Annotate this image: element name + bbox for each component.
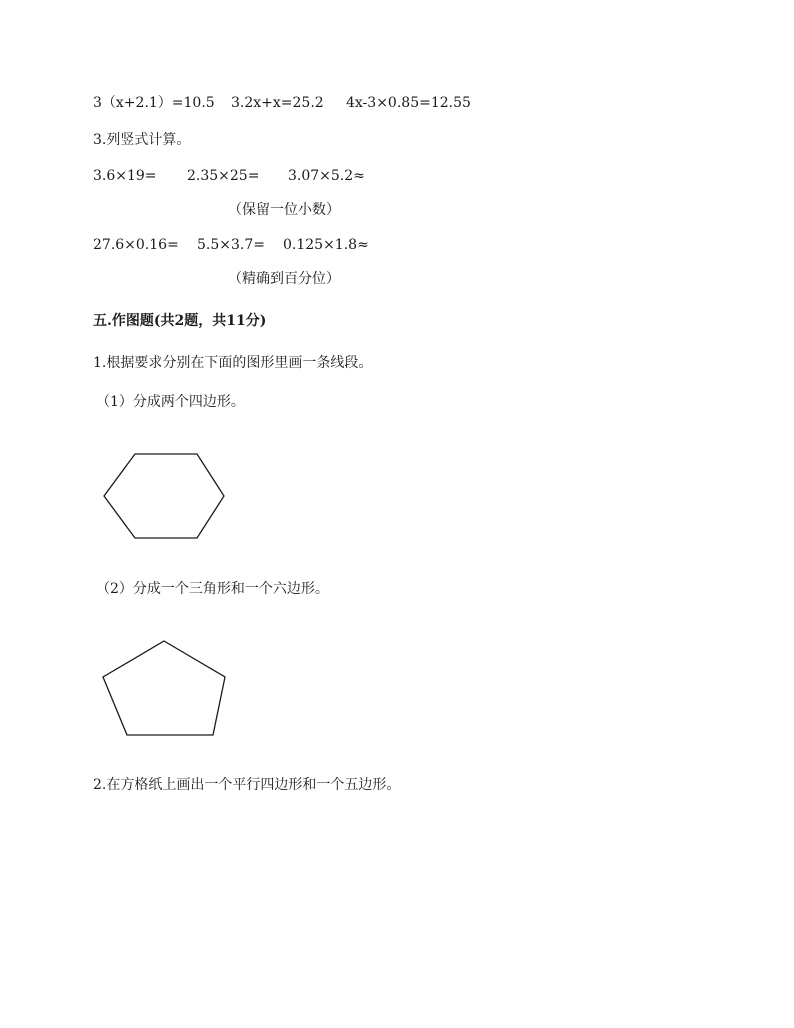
question-1-part-1: （1）分成两个四边形。 bbox=[96, 394, 245, 410]
question-1-part-2: （2）分成一个三角形和一个六边形。 bbox=[96, 581, 329, 597]
calc-row2-note: （精确到百分位） bbox=[228, 271, 340, 287]
equation-3: 4x-3×0.85=12.55 bbox=[346, 95, 471, 111]
calc-row2-a: 27.6×0.16= bbox=[93, 237, 179, 253]
hexagon-icon bbox=[98, 448, 230, 544]
calc-row1-a: 3.6×19= bbox=[93, 168, 157, 184]
question-2-text: 2.在方格纸上画出一个平行四边形和一个五边形。 bbox=[93, 777, 401, 793]
calc-row2-c: 0.125×1.8≈ bbox=[283, 237, 369, 253]
calc-row1-note: （保留一位小数） bbox=[228, 202, 340, 218]
calc-row1-b: 2.35×25= bbox=[187, 168, 260, 184]
equation-1: 3（x+2.1）=10.5 bbox=[93, 95, 215, 111]
equation-2: 3.2x+x=25.2 bbox=[231, 95, 324, 111]
calc-row2-b: 5.5×3.7= bbox=[197, 237, 265, 253]
section-heading: 五.作图题(共2题，共11分) bbox=[93, 313, 267, 329]
question-1-text: 1.根据要求分别在下面的图形里画一条线段。 bbox=[93, 355, 373, 371]
vertical-calc-title: 3.列竖式计算。 bbox=[93, 132, 191, 148]
pentagon-icon bbox=[98, 636, 230, 740]
calc-row1-c: 3.07×5.2≈ bbox=[288, 168, 365, 184]
